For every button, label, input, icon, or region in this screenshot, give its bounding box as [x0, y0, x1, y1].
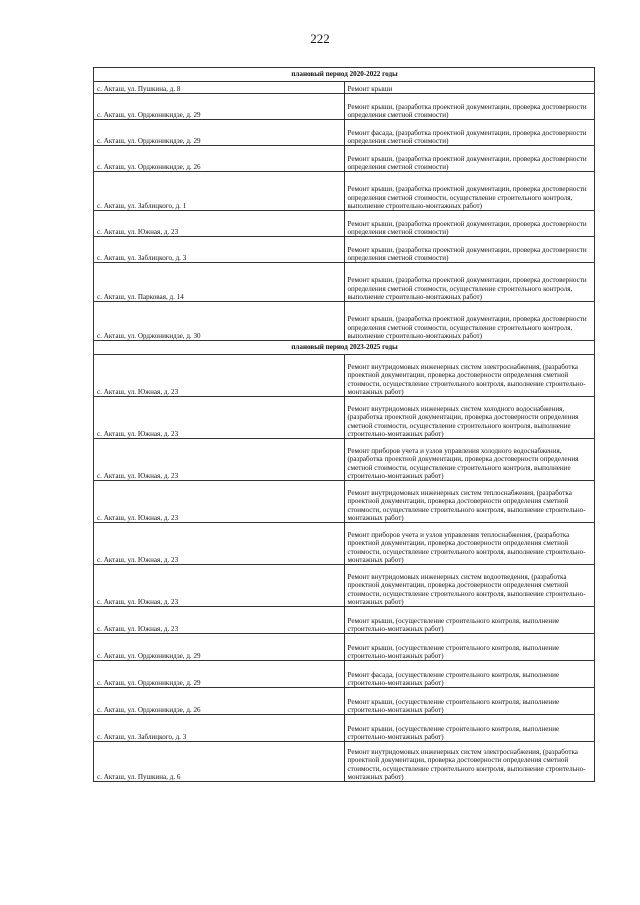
- address-cell: с. Акташ, ул. Орджоникидзе, д. 29: [94, 94, 345, 120]
- table-row: [94, 607, 595, 634]
- address-cell: с. Акташ, ул. Южная, д. 23: [94, 523, 345, 565]
- address-cell: с. Акташ, ул. Орджоникидзе, д. 29: [94, 120, 345, 146]
- work-description-cell: Ремонт внутридомовых инженерных систем электроснабжения, (разработка проектной документации, проверка достоверности определения сметной стоимости, осуществление строительного контроля, выполнение строительно-монтажных работ): [344, 742, 595, 782]
- table-row: [94, 211, 595, 237]
- page-number: 222: [310, 31, 330, 46]
- table-row: [94, 355, 595, 397]
- address-cell: с. Акташ, ул. Пушкина, д. 6: [94, 742, 345, 782]
- address-cell: с. Акташ, ул. Орджоникидзе, д. 26: [94, 688, 345, 715]
- address-cell: с. Акташ, ул. Заблицкого, д. 3: [94, 237, 345, 263]
- work-description-cell: Ремонт приборов учета и узлов управления теплоснабжения, (разработка проектной документации, проверка достоверности определения сметной стоимости, осуществление строительного контроля, выполнение строительно-монтажных работ): [344, 523, 595, 565]
- address-cell: с. Акташ, ул. Заблицкого, д. 1: [94, 172, 345, 211]
- address-cell: с. Акташ, ул. Южная, д. 23: [94, 211, 345, 237]
- table-row: [94, 397, 595, 439]
- work-description-cell: Ремонт внутридомовых инженерных систем водоотведения, (разработка проектной документации, проверка достоверности определения сметной стоимости, осуществление строительного контроля, выполнение строительно-монтажных работ): [344, 565, 595, 607]
- table-row: [94, 237, 595, 263]
- section-header-row: [94, 341, 595, 355]
- work-description-cell: Ремонт крыши, (осуществление строительного контроля, выполнение строительно-монтажных работ): [344, 688, 595, 715]
- table-body: [94, 68, 595, 782]
- address-cell: с. Акташ, ул. Южная, д. 23: [94, 565, 345, 607]
- work-description-cell: Ремонт внутридомовых инженерных систем холодного водоснабжения, (разработка проектной документации, проверка достоверности определения сметной стоимости, осуществление строительного контроля, выполнение строительно-монтажных работ): [344, 397, 595, 439]
- table-row: [94, 120, 595, 146]
- address-cell: с. Акташ, ул. Южная, д. 23: [94, 355, 345, 397]
- address-cell: с. Акташ, ул. Орджоникидзе, д. 30: [94, 302, 345, 341]
- table-row: [94, 688, 595, 715]
- table-row: [94, 715, 595, 742]
- table-row: [94, 263, 595, 302]
- work-description-cell: Ремонт крыши, (разработка проектной документации, проверка достоверности определения сметной стоимости, осуществление строительного контроля, выполнение строительно-монтажных работ): [344, 172, 595, 211]
- table-row: [94, 302, 595, 341]
- table-row: [94, 439, 595, 481]
- table-row: [94, 146, 595, 172]
- work-description-cell: Ремонт внутридомовых инженерных систем электроснабжения, (разработка проектной документации, проверка достоверности определения сметной стоимости, осуществление строительного контроля, выполнение строительно-монтажных работ): [344, 355, 595, 397]
- section-title: плановый период 2020-2022 годы: [94, 68, 595, 82]
- section-title: плановый период 2023-2025 годы: [94, 341, 595, 355]
- table-row: [94, 634, 595, 661]
- address-cell: с. Акташ, ул. Орджоникидзе, д. 29: [94, 634, 345, 661]
- work-description-cell: Ремонт крыши, (осуществление строительного контроля, выполнение строительно-монтажных работ): [344, 634, 595, 661]
- table-row: [94, 661, 595, 688]
- address-cell: с. Акташ, ул. Южная, д. 23: [94, 481, 345, 523]
- work-description-cell: Ремонт фасада, (осуществление строительного контроля, выполнение строительно-монтажных работ): [344, 661, 595, 688]
- work-description-cell: Ремонт крыши, (разработка проектной документации, проверка достоверности определения сметной стоимости, осуществление строительного контроля, выполнение строительно-монтажных работ): [344, 302, 595, 341]
- work-description-cell: Ремонт крыши, (осуществление строительного контроля, выполнение строительно-монтажных работ): [344, 607, 595, 634]
- table-row: [94, 523, 595, 565]
- table-row: [94, 82, 595, 94]
- work-description-cell: Ремонт фасада, (разработка проектной документации, проверка достоверности определения сметной стоимости): [344, 120, 595, 146]
- address-cell: с. Акташ, ул. Парковая, д. 14: [94, 263, 345, 302]
- work-description-cell: Ремонт крыши, (осуществление строительного контроля, выполнение строительно-монтажных работ): [344, 715, 595, 742]
- work-description-cell: Ремонт внутридомовых инженерных систем теплоснабжения, (разработка проектной документации, проверка достоверности определения сметной стоимости, осуществление строительного контроля, выполнение строительно-монтажных работ): [344, 481, 595, 523]
- address-cell: с. Акташ, ул. Южная, д. 23: [94, 397, 345, 439]
- work-description-cell: Ремонт крыши, (разработка проектной документации, проверка достоверности определения сметной стоимости): [344, 211, 595, 237]
- address-cell: с. Акташ, ул. Южная, д. 23: [94, 607, 345, 634]
- address-cell: с. Акташ, ул. Пушкина, д. 8: [94, 82, 345, 94]
- address-cell: с. Акташ, ул. Южная, д. 23: [94, 439, 345, 481]
- address-cell: с. Акташ, ул. Орджоникидзе, д. 29: [94, 661, 345, 688]
- work-description-cell: Ремонт крыши, (разработка проектной документации, проверка достоверности определения сметной стоимости): [344, 94, 595, 120]
- address-cell: с. Акташ, ул. Заблицкого, д. 3: [94, 715, 345, 742]
- table-row: [94, 565, 595, 607]
- table-row: [94, 172, 595, 211]
- section-header-row: [94, 68, 595, 82]
- work-description-cell: Ремонт крыши: [344, 82, 595, 94]
- table-row: [94, 742, 595, 782]
- address-cell: с. Акташ, ул. Орджоникидзе, д. 26: [94, 146, 345, 172]
- work-description-cell: Ремонт приборов учета и узлов управления холодного водоснабжения, (разработка проектной документации, проверка достоверности определения сметной стоимости, осуществление строительного контроля, выполнение строительно-монтажных работ): [344, 439, 595, 481]
- work-description-cell: Ремонт крыши, (разработка проектной документации, проверка достоверности определения сметной стоимости, осуществление строительного контроля, выполнение строительно-монтажных работ): [344, 263, 595, 302]
- repair-plan-table: [93, 67, 595, 782]
- work-description-cell: Ремонт крыши, (разработка проектной документации, проверка достоверности определения сметной стоимости): [344, 237, 595, 263]
- table-row: [94, 481, 595, 523]
- work-description-cell: Ремонт крыши, (разработка проектной документации, проверка достоверности определения сметной стоимости): [344, 146, 595, 172]
- table-row: [94, 94, 595, 120]
